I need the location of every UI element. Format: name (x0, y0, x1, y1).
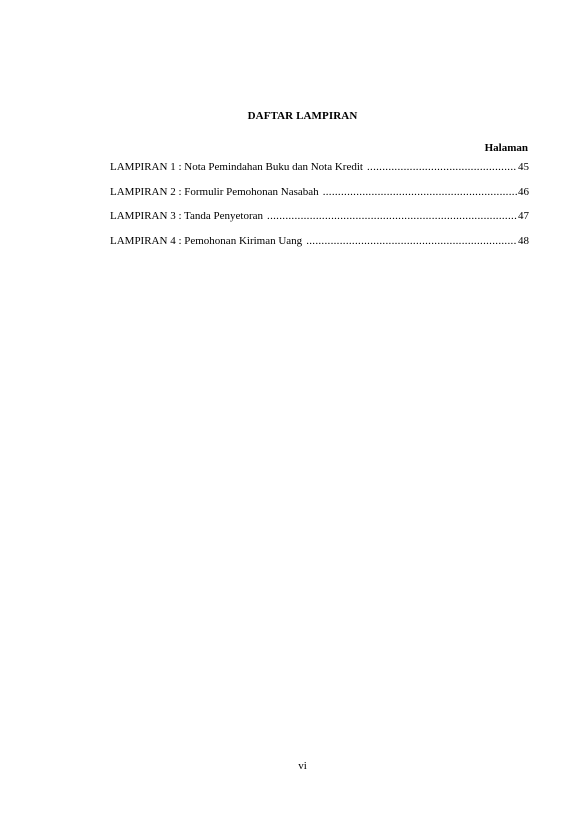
appendix-entry (110, 210, 529, 235)
appendix-entry (110, 161, 529, 186)
appendix-entry-label: LAMPIRAN 3 : Tanda Penyetoran (110, 210, 264, 222)
page-column-header: Halaman (484, 142, 528, 154)
appendix-entry-page: 48 (518, 234, 529, 247)
page-number: vi (298, 760, 307, 772)
appendix-entry (110, 186, 529, 211)
appendix-entry-page: 46 (518, 185, 529, 198)
appendix-list (110, 161, 529, 259)
appendix-entry (110, 235, 529, 260)
dot-leader (367, 161, 517, 173)
appendix-entry-label: LAMPIRAN 4 : Pemohonan Kiriman Uang (110, 234, 303, 247)
dot-leader (306, 235, 517, 247)
dot-leader (267, 210, 517, 222)
page-title: DAFTAR LAMPIRAN (247, 110, 358, 122)
appendix-entry-page: 47 (518, 210, 529, 222)
appendix-entry-label: LAMPIRAN 2 : Formulir Pemohonan Nasabah (110, 185, 319, 198)
dot-leader (323, 186, 517, 198)
appendix-entry-page: 45 (518, 161, 529, 173)
appendix-entry-label: LAMPIRAN 1 : Nota Pemindahan Buku dan Nota Kredit (110, 161, 363, 173)
